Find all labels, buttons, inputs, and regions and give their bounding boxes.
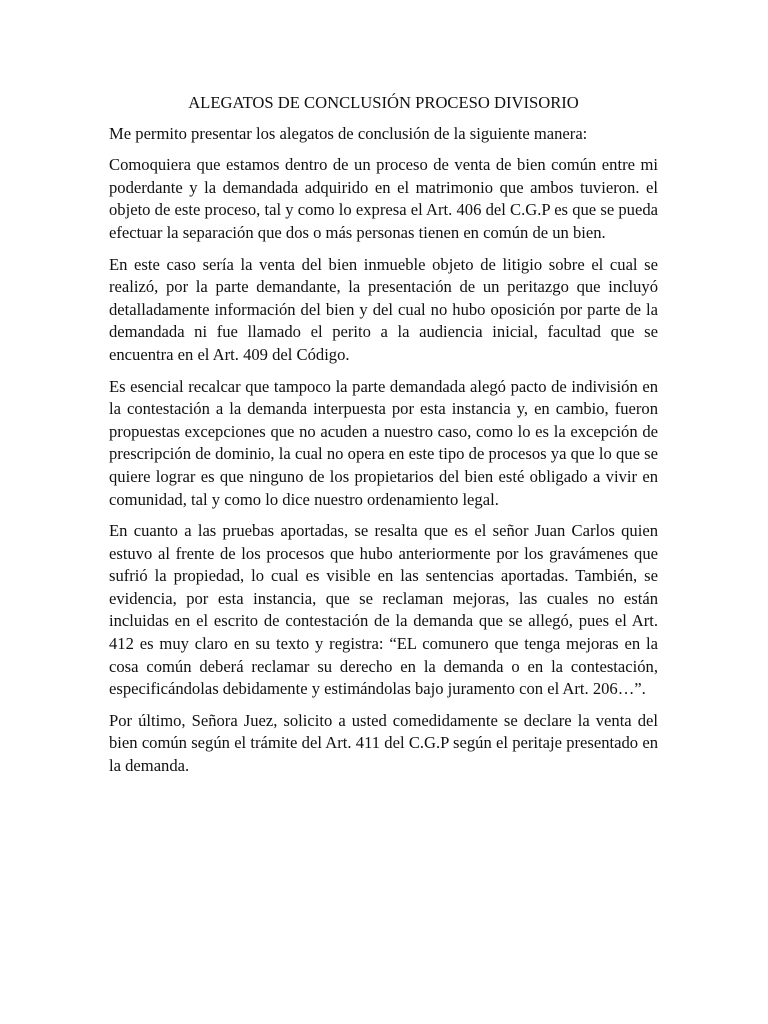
paragraph-1: Comoquiera que estamos dentro de un proceso de venta de bien común entre mi poderdante y la demandada adquirido en el matrimonio que ambos tuvieron. el objeto de este proceso, tal y como lo expresa el Art. 406 del C.G.P es que se pueda efectuar la separación que dos o más personas tienen en común de un bien. xyxy=(109,155,658,242)
paragraph-3: Es esencial recalcar que tampoco la parte demandada alegó pacto de indivisión en la contestación a la demanda interpuesta por esta instancia y, en cambio, fueron propuestas excepciones que no acuden a nuestro caso, como lo es la excepción de prescripción de dominio, la cual no opera en este tipo de procesos ya que lo que se quiere lograr es que ninguno de los propietarios del bien esté obligado a vivir en comunidad, tal y como lo dice nuestro ordenamiento legal. xyxy=(109,376,658,509)
intro-paragraph: Me permito presentar los alegatos de conclusión de la siguiente manera: xyxy=(109,123,588,143)
paragraph-4: En cuanto a las pruebas aportadas, se resalta que es el señor Juan Carlos quien estuvo al frente de los procesos que hubo anteriormente por los gravámenes que sufrió la propiedad, lo cual es visible en las sentencias aportadas. También, se evidencia, por esta instancia, que se reclaman mejoras, las cuales no están incluidas en el escrito de contestación de la demanda que se allegó, pues el Art. 412 es muy claro en su texto y registra: “EL comunero que tenga mejoras en la cosa común deberá reclamar su derecho en la demanda o en la contestación, especificándolas debidamente y estimándolas bajo juramento con el Art. 206…”. xyxy=(109,521,658,699)
paragraph-2: En este caso sería la venta del bien inmueble objeto de litigio sobre el cual se realizó, por la parte demandante, la presentación de un peritazgo que incluyó detalladamente información del bien y del cual no hubo oposición por parte de la demandada ni fue llamado el perito a la audiencia inicial, facultad que se encuentra en el Art. 409 del Código. xyxy=(109,254,658,364)
document-body xyxy=(109,92,658,787)
paragraph-5: Por último, Señora Juez, solicito a usted comedidamente se declare la venta del bien común según el trámite del Art. 411 del C.G.P según el peritaje presentado en la demanda. xyxy=(109,710,658,776)
document-title: ALEGATOS DE CONCLUSIÓN PROCESO DIVISORIO xyxy=(188,93,579,112)
